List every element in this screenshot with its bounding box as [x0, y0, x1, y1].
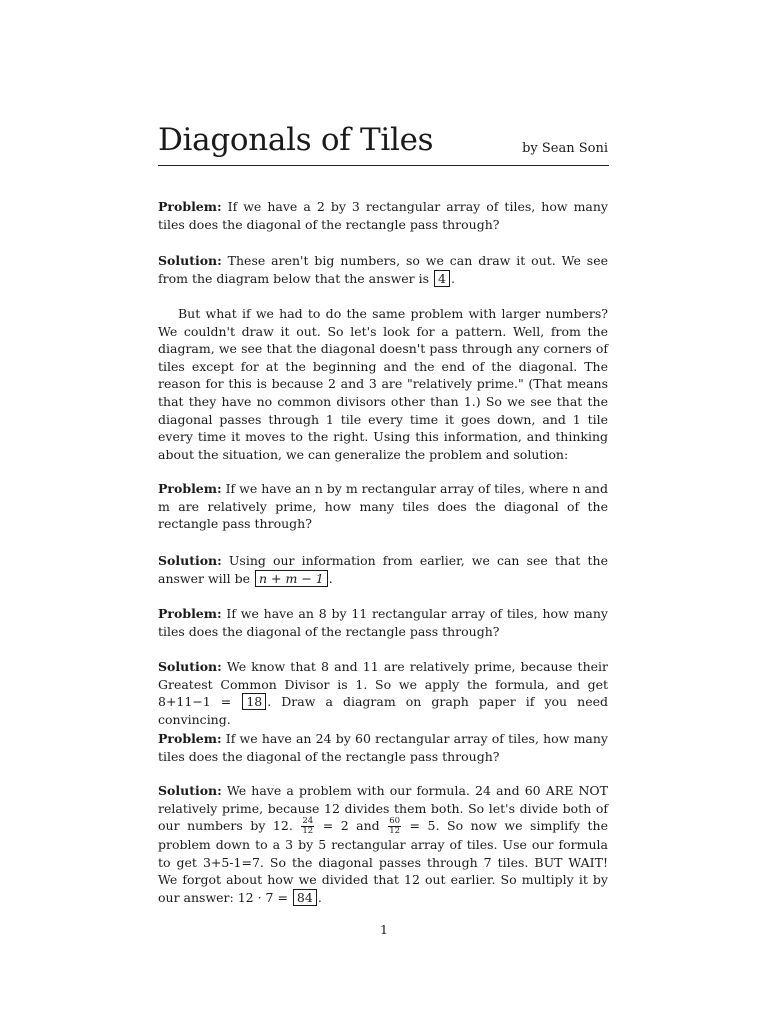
solution-end: . Draw a diagram on graph paper if you need convincing.: [158, 694, 608, 727]
problem-text: If we have an 8 by 11 rectangular array of tiles, how many tiles does the diagonal of the rectangle pass through?: [158, 606, 608, 639]
problem-label: Problem:: [158, 481, 222, 496]
title-rule: [158, 165, 609, 166]
solution-3: [158, 658, 608, 728]
solution-label: Solution:: [158, 553, 222, 568]
problem-label: Problem:: [158, 731, 222, 746]
problem-text: If we have a 2 by 3 rectangular array of tiles, how many tiles does the diagonal of the rectangle pass through?: [158, 199, 608, 232]
problem-label: Problem:: [158, 606, 222, 621]
fraction-denominator: 12: [302, 826, 314, 837]
document-title: Diagonals of Tiles: [158, 122, 434, 158]
boxed-answer: n + m − 1: [255, 570, 328, 587]
solution-4: [158, 782, 608, 907]
fraction-numerator: 60: [389, 816, 401, 827]
solution-label: Solution:: [158, 253, 222, 268]
boxed-answer: 84: [293, 889, 317, 906]
page-number: 1: [380, 922, 388, 937]
problem-label: Problem:: [158, 199, 222, 214]
problem-text: If we have an n by m rectangular array of tiles, where n and m are relatively prime, how many tiles does the diagonal of the rectangle pass through?: [158, 481, 608, 532]
fraction-60-over-12: [388, 817, 401, 836]
boxed-answer: 18: [242, 693, 266, 710]
solution-text: These aren't big numbers, so we can draw it out. We see from the diagram below that the answer is: [158, 253, 608, 286]
boxed-answer: 4: [434, 270, 450, 287]
solution-1: [158, 252, 608, 287]
explanation-paragraph: But what if we had to do the same problem with larger numbers? We couldn't draw it out. So let's look for a pattern. Well, from the diagram, we see that the diagonal doesn't pass through any corners of tiles except for at the beginning and the end of the diagonal. The reason for this is because 2 and 3 are "relatively prime." (That means that they have no common divisors other than 1.) So we see that the diagonal passes through 1 tile every time it goes down, and 1 tile every time it moves to the right. Using this information, and thinking about the situation, we can generalize the problem and solution:: [158, 306, 608, 462]
solution-text: Using our information from earlier, we can see that the answer will be: [158, 553, 608, 586]
solution-2: [158, 552, 608, 587]
solution-end: .: [450, 270, 455, 286]
solution-text: = 5. So now we simplify the problem down to a 3 by 5 rectangular array of tiles. Use our formula to get 3+5-1=7. So the diagonal passes through 7 tiles. BUT WAIT! We forgot about how we divided that 12 out earlier. So multiply it by our answer: 12 · 7 =: [158, 818, 608, 905]
solution-text: = 2 and: [315, 818, 388, 834]
problem-4: [158, 730, 608, 765]
author-byline: by Sean Soni: [522, 141, 608, 156]
solution-end: .: [328, 570, 333, 586]
solution-label: Solution:: [158, 659, 222, 674]
fraction-denominator: 12: [389, 826, 401, 837]
fraction-numerator: 24: [302, 816, 314, 827]
problem-1: [158, 198, 608, 233]
solution-end: .: [317, 889, 322, 905]
problem-text: If we have an 24 by 60 rectangular array of tiles, how many tiles does the diagonal of the rectangle pass through?: [158, 731, 608, 764]
solution-text: We have a problem with our formula. 24 and 60 ARE NOT relatively prime, because 12 divides them both. So let's divide both of our numbers by 12.: [158, 783, 608, 834]
solution-text: We know that 8 and 11 are relatively prime, because their Greatest Common Divisor is 1. So we apply the formula, and get 8+11−1 =: [158, 659, 608, 710]
solution-label: Solution:: [158, 783, 222, 798]
fraction-24-over-12: [301, 817, 314, 836]
problem-2: [158, 480, 608, 533]
problem-3: [158, 605, 608, 640]
